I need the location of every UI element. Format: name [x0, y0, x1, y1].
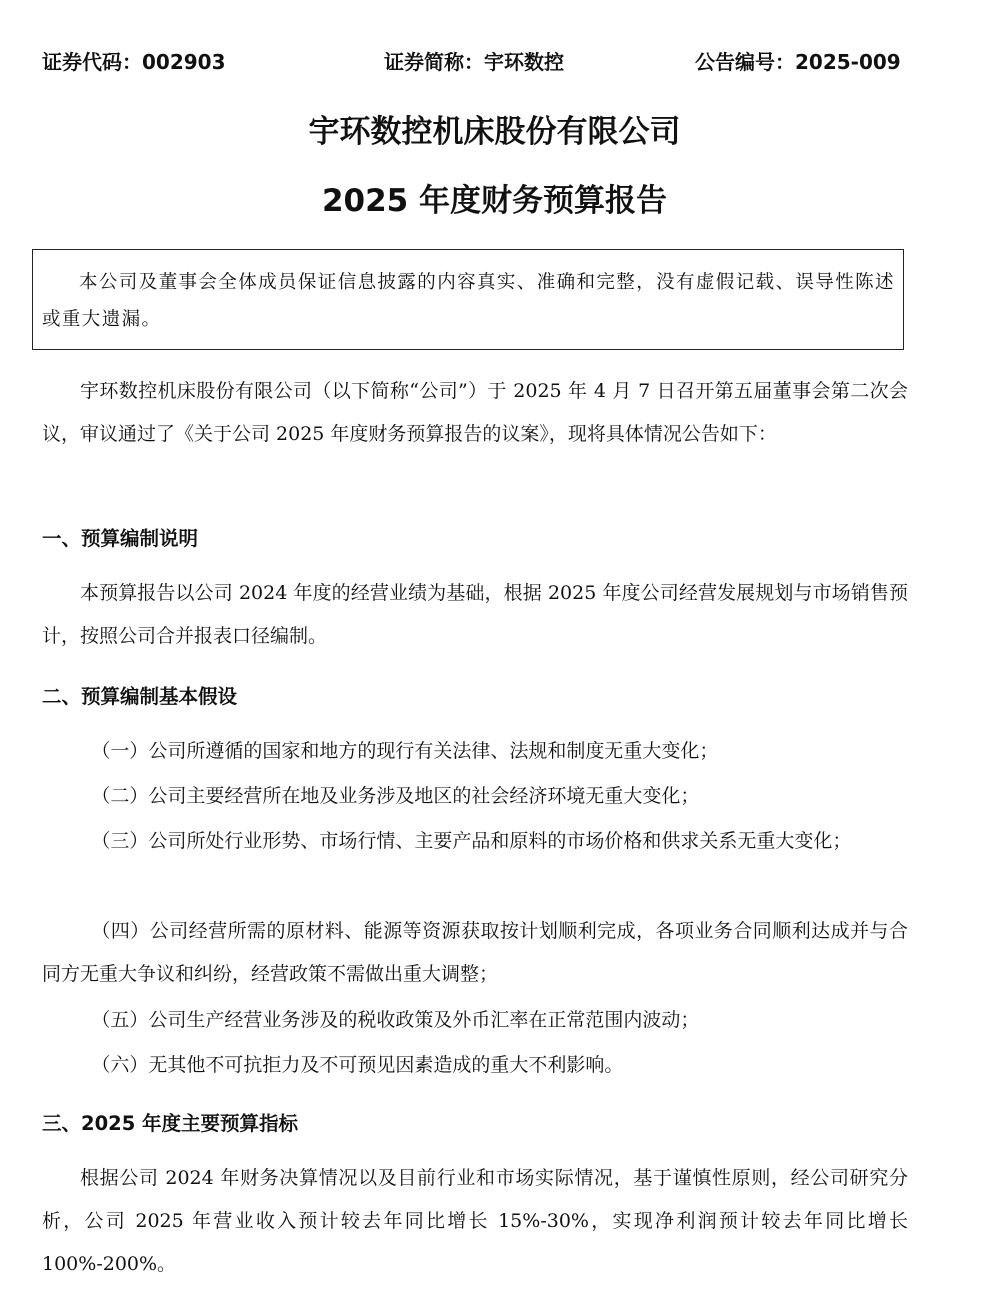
company-title: 宇环数控机床股份有限公司 — [308, 114, 681, 150]
announcement-header — [42, 46, 902, 80]
assumption-item: （二）公司主要经营所在地及业务涉及地区的社会经济环境无重大变化； — [91, 785, 700, 807]
section-3-body: 根据公司 2024 年财务决算情况以及目前行业和市场实际情况，基于谨慎性原则，经公司研究分析，公司 2025 年营业收入预计较去年同比增长 15%-30%，实现净利润预计较去年同比增长 100%-200%。 — [42, 1167, 908, 1275]
assumption-item: （四）公司经营所需的原材料、能源等资源获取按计划顺利完成，各项业务合同顺利达成并与合同方无重大争议和纠纷，经营政策不需做出重大调整； — [42, 920, 908, 985]
assumption-item: （六）无其他不可抗拒力及不可预见因素造成的重大不利影响。 — [91, 1054, 624, 1076]
security-code: 证券代码：002903 — [42, 50, 226, 74]
report-title: 2025 年度财务预算报告 — [321, 183, 668, 219]
intro-paragraph: 宇环数控机床股份有限公司（以下简称“公司”）于 2025 年 4 月 7 日召开第五届董事会第二次会议，审议通过了《关于公司 2025 年度财务预算报告的议案》，现将具体情况公告如下： — [42, 380, 908, 445]
section-1-title: 一、预算编制说明 — [42, 527, 199, 550]
section-1-body: 本预算报告以公司 2024 年度的经营业绩为基础，根据 2025 年度公司经营发展规划与市场销售预计，按照公司合并报表口径编制。 — [42, 582, 908, 647]
security-abbreviation: 证券简称：宇环数控 — [384, 50, 564, 74]
assumption-item: （三）公司所处行业形势、市场行情、主要产品和原料的市场价格和供求关系无重大变化； — [91, 830, 852, 852]
assumption-item: （五）公司生产经营业务涉及的税收政策及外币汇率在正常范围内波动； — [91, 1009, 700, 1031]
disclosure-notice-text: 本公司及董事会全体成员保证信息披露的内容真实、准确和完整，没有虚假记载、误导性陈述或重大遗漏。 — [42, 272, 895, 330]
assumption-item: （一）公司所遵循的国家和地方的现行有关法律、法规和制度无重大变化； — [91, 740, 719, 762]
disclosure-notice-box — [32, 249, 904, 350]
announcement-number: 公告编号：2025-009 — [695, 50, 901, 74]
section-3-title: 三、2025 年度主要预算指标 — [42, 1112, 299, 1135]
section-2-title: 二、预算编制基本假设 — [42, 685, 238, 708]
